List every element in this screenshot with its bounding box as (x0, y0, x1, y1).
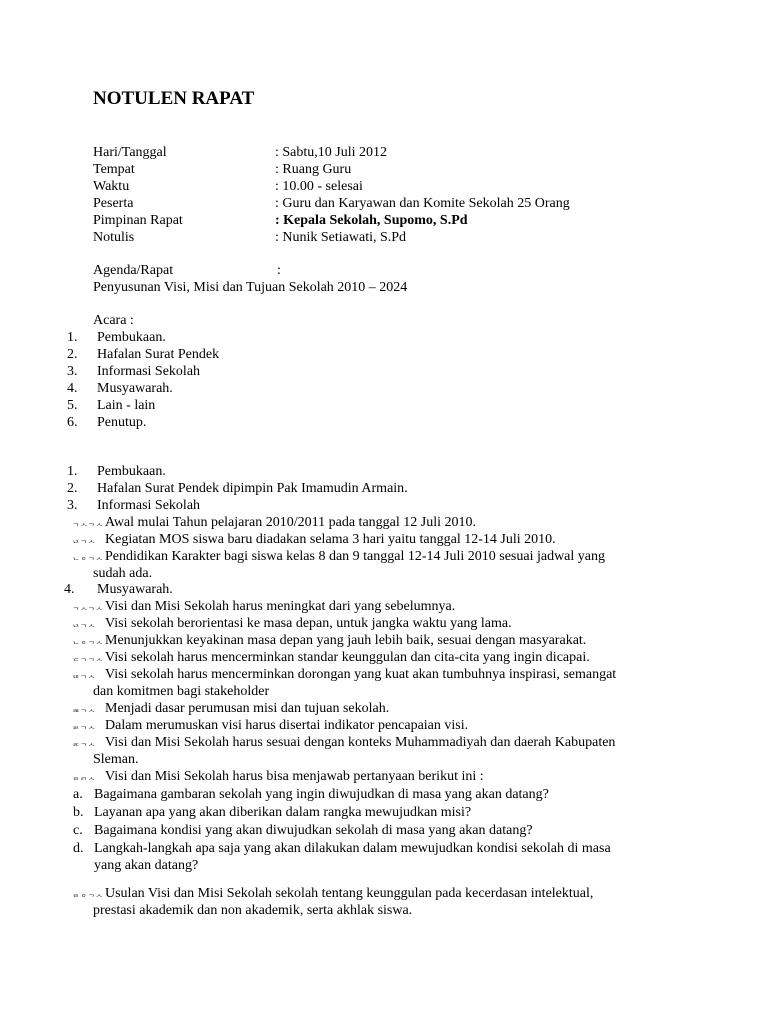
info-bullet-text: sudah ada. (93, 566, 153, 581)
agenda-colon: : (277, 263, 281, 278)
acara-heading: Acara : (93, 313, 134, 328)
bullet-marker-icon: ᄂᄌᄀᄉ (72, 540, 96, 549)
bullet-marker-icon: ᄀᄉᄀᄉ (72, 607, 103, 616)
question-text: yang akan datang? (94, 858, 199, 873)
info-value: : Ruang Guru (275, 162, 352, 177)
acara-item-number: 5. (67, 398, 78, 413)
info-value: : 10.00 - selesai (275, 179, 363, 194)
info-label: Tempat (93, 162, 135, 177)
final-bullet-text: Usulan Visi dan Misi Sekolah sekolah tentang keunggulan pada kecerdasan intelektual, (105, 886, 594, 901)
acara-item-number: 4. (67, 381, 78, 396)
musyawarah-bullet-text: Visi dan Misi Sekolah harus bisa menjawab pertanyaan berikut ini : (105, 769, 484, 784)
detail-item-text: Pembukaan. (97, 464, 166, 479)
detail-item-text: Informasi Sekolah (97, 498, 201, 513)
musyawarah-bullet-text: Menjadi dasar perumusan misi dan tujuan sekolah. (105, 701, 390, 716)
info-bullet-text: Pendidikan Karakter bagi siswa kelas 8 dan 9 tanggal 12-14 Juli 2010 sesuai jadwal yang (105, 549, 605, 564)
musyawarah-bullet-text: Visi sekolah harus mencerminkan dorongan yang kuat akan tumbuhnya inspirasi, semangat (105, 667, 617, 682)
bullet-marker-icon: ᄅᄃᄀᄉ (72, 743, 96, 752)
detail-item-number: 3. (67, 498, 78, 513)
acara-item-text: Lain - lain (97, 398, 156, 413)
agenda-section (93, 262, 407, 296)
acara-item-text: Pembukaan. (97, 330, 166, 345)
info-label: Peserta (93, 196, 134, 211)
info-value: : Guru dan Karyawan dan Komite Sekolah 25 Orang (275, 196, 570, 211)
musyawarah-bullet-text: Menunjukkan keyakinan masa depan yang jauh lebih baik, sesuai dengan masyarakat. (105, 633, 587, 648)
bullet-marker-icon: ᄅᄅᄀᄉ (72, 777, 96, 786)
bullet-marker-icon: ᄃᄆᄀᄉ (72, 675, 96, 684)
info-label: Notulis (93, 230, 135, 245)
bullet-marker-icon: ᄂᄌᄀᄉ (72, 624, 96, 633)
question-letter: b. (73, 805, 84, 820)
question-text: Bagaimana gambaran sekolah yang ingin diwujudkan di masa yang akan datang? (94, 787, 549, 802)
acara-item-text: Penutup. (97, 415, 147, 430)
info-value: : Kepala Sekolah, Supomo, S.Pd (275, 213, 468, 228)
acara-item-text: Musyawarah. (97, 381, 173, 396)
musyawarah-number: 4. (64, 582, 75, 597)
agenda-label: Agenda/Rapat (93, 263, 174, 278)
musyawarah-text: Musyawarah. (97, 582, 173, 597)
document-title: NOTULEN RAPAT (93, 88, 255, 109)
acara-item-number: 6. (67, 415, 78, 430)
bullet-marker-icon: ᄂᄋᄀᄉ (72, 557, 103, 566)
bullet-marker-icon: ᄅᄉᄀᄉ (72, 726, 96, 735)
info-value: : Nunik Setiawati, S.Pd (275, 230, 407, 245)
musyawarah-bullet-text: Visi sekolah harus mencerminkan standar keunggulan dan cita-cita yang ingin dicapai. (105, 650, 590, 665)
info-label: Pimpinan Rapat (93, 213, 183, 228)
info-label: Hari/Tanggal (93, 145, 167, 160)
question-letter: c. (73, 823, 83, 838)
info-bullet-text: Kegiatan MOS siswa baru diadakan selama 3 hari yaitu tanggal 12-14 Juli 2010. (105, 532, 556, 547)
final-bullet-text: prestasi akademik dan non akademik, serta akhlak siswa. (93, 903, 413, 918)
detail-item-text: Hafalan Surat Pendek dipimpin Pak Imamudin Armain. (97, 481, 408, 496)
acara-item-number: 1. (67, 330, 78, 345)
question-text: Langkah-langkah apa saja yang akan dilakukan dalam mewujudkan kondisi sekolah di masa (94, 841, 611, 856)
musyawarah-bullet-text: dan komitmen bagi stakeholder (93, 684, 270, 699)
info-bullet-text: Awal mulai Tahun pelajaran 2010/2011 pada tanggal 12 Juli 2010. (105, 515, 476, 530)
detail-item-number: 2. (67, 481, 78, 496)
question-letter: a. (73, 787, 83, 802)
musyawarah-bullet-text: Dalam merumuskan visi harus disertai indikator pencapaian visi. (105, 718, 469, 733)
bullet-marker-icon: ᄂᄋᄀᄉ (72, 641, 103, 650)
agenda-text: Penyusunan Visi, Misi dan Tujuan Sekolah 2010 – 2024 (93, 280, 408, 295)
musyawarah-bullet-text: Sleman. (93, 752, 139, 767)
question-text: Bagaimana kondisi yang akan diwujudkan sekolah di masa yang akan datang? (94, 823, 533, 838)
agenda-row (93, 262, 407, 279)
info-value: : Sabtu,10 Juli 2012 (275, 145, 388, 160)
acara-item-number: 2. (67, 347, 78, 362)
question-letter: d. (73, 841, 84, 856)
detail-item-number: 1. (67, 464, 78, 479)
musyawarah-bullet-text: Visi dan Misi Sekolah harus sesuai dengan konteks Muhammadiyah dan daerah Kabupaten (105, 735, 616, 750)
musyawarah-bullet-text: Visi dan Misi Sekolah harus meningkat dari yang sebelumnya. (105, 599, 456, 614)
musyawarah-bullet-text: Visi sekolah berorientasi ke masa depan, untuk jangka waktu yang lama. (105, 616, 512, 631)
question-text: Layanan apa yang akan diberikan dalam rangka mewujudkan misi? (94, 805, 472, 820)
acara-item-text: Hafalan Surat Pendek (97, 347, 220, 362)
info-label: Waktu (93, 179, 130, 194)
acara-item-text: Informasi Sekolah (97, 364, 201, 379)
bullet-marker-icon: ᄅᄋᄀᄉ (72, 894, 103, 903)
bullet-marker-icon: ᄀᄉᄀᄉ (72, 523, 103, 532)
bullet-marker-icon: ᄅᄇᄀᄉ (72, 709, 96, 718)
acara-item-number: 3. (67, 364, 78, 379)
bullet-marker-icon: ᄃᄀᄀᄉ (72, 658, 103, 667)
